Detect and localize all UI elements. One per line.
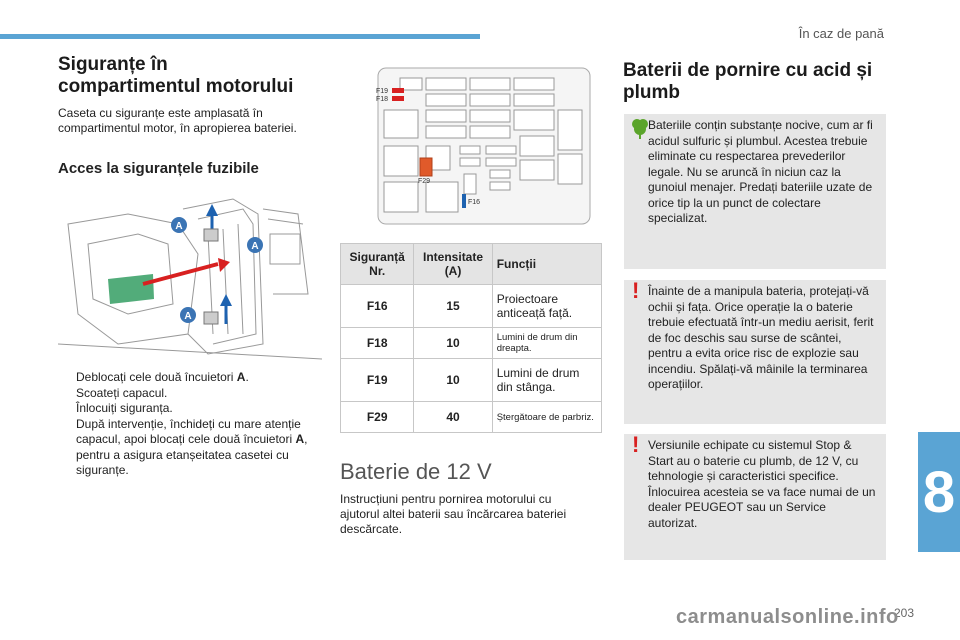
title-line2: compartimentul motorului bbox=[58, 76, 294, 97]
table-row: F29 40 Ștergătoare de parbriz. bbox=[341, 402, 602, 433]
list-item: După intervenție, închideți cu mare atenție capacul, apoi blocați cele două încuietori A, pentru a asigura etanșeitatea casetei cu siguranțe. bbox=[58, 417, 320, 479]
warning-icon: ! bbox=[632, 278, 640, 303]
warning-box-stopstart bbox=[624, 434, 886, 560]
header-accent-bar bbox=[0, 34, 480, 39]
header-amps: Intensitate (A) bbox=[414, 244, 492, 285]
warning-icon: ! bbox=[632, 432, 640, 457]
fuse-label-f16: F16 bbox=[468, 199, 481, 206]
eco-note-box bbox=[624, 114, 886, 269]
header-fuse-number: Siguranță Nr. bbox=[341, 244, 414, 285]
fuse-label-f29: F29 bbox=[418, 178, 431, 185]
list-item: Scoateți capacul. bbox=[58, 386, 320, 402]
lock-label-a-top: A bbox=[175, 221, 183, 232]
warning-handling-text: Înainte de a manipula bateria, protejați-vă ochii și fața. Orice operație la o baterie trebuie efectuată într-un mediu aerisit, ferit de foc deschis sau surse de scântei, pentru a evita orice risc de explozie sau incendiu. Spălați-vă mâinile la terminarea operațiilor. bbox=[648, 284, 874, 391]
bullet-icon bbox=[58, 417, 70, 479]
engine-fusebox-illustration bbox=[58, 194, 322, 362]
chapter-tab[interactable]: 8 bbox=[918, 432, 960, 552]
fuses-intro: Caseta cu siguranțe este amplasată în compartimentul motor, în apropierea bateriei. bbox=[58, 106, 297, 135]
table-row: F16 15 Proiectoare anticeață față. bbox=[341, 285, 602, 328]
fusebox-diagram bbox=[370, 66, 596, 226]
lock-label-a-bottom: A bbox=[184, 311, 192, 322]
page-number: 203 bbox=[893, 606, 914, 620]
lock-label-a-right: A bbox=[251, 241, 259, 252]
lead-acid-title: Baterii de pornire cu acid și plumb bbox=[623, 60, 873, 103]
bullet-icon bbox=[58, 386, 70, 402]
title-line1: Siguranțe în bbox=[58, 54, 168, 75]
header-function: Funcții bbox=[492, 244, 601, 285]
list-item: Deblocați cele două încuietori A. bbox=[58, 370, 320, 386]
watermark: carmanualsonline.info bbox=[676, 606, 899, 628]
fuse-table bbox=[340, 243, 602, 433]
steps-list bbox=[58, 370, 320, 479]
bullet-icon bbox=[58, 401, 70, 417]
battery-12v-title: Baterie de 12 V bbox=[340, 459, 492, 484]
warning-stopstart-text: Versiunile echipate cu sistemul Stop & Start au o baterie cu plumb, de 12 V, cu tehnologie și caracteristici specifice. Înlocuirea acesteia se va face numai de un dealer PEUGEOT sau un Service autorizat. bbox=[648, 438, 876, 530]
table-row: F19 10 Lumini de drum din stânga. bbox=[341, 359, 602, 402]
eco-tree-icon bbox=[632, 118, 648, 140]
warning-box-handling bbox=[624, 280, 886, 424]
fuse-label-f19: F19 bbox=[376, 88, 389, 95]
fuses-section-title bbox=[58, 54, 320, 98]
eco-note-text: Bateriile conțin substanțe nocive, cum ar fi acidul sulfuric și plumbul. Acestea trebuie eliminate cu respectarea prevederilor legale. Nu se aruncă în niciun caz la gunoiul menajer. Predați bateriile uzate de orice tip la un punct de colectare specializat. bbox=[648, 118, 873, 225]
chapter-title: În caz de pană bbox=[798, 26, 884, 41]
table-row: F18 10 Lumini de drum din dreapta. bbox=[341, 328, 602, 359]
fuse-label-f18: F18 bbox=[376, 96, 389, 103]
list-item: Înlocuiți siguranța. bbox=[58, 401, 320, 417]
battery-12v-text: Instrucțiuni pentru pornirea motorului cu ajutorul altei baterii sau încărcarea bateriei descărcate. bbox=[340, 492, 567, 536]
bullet-icon bbox=[58, 370, 70, 386]
fuses-access-subtitle: Acces la siguranțele fuzibile bbox=[58, 160, 259, 177]
